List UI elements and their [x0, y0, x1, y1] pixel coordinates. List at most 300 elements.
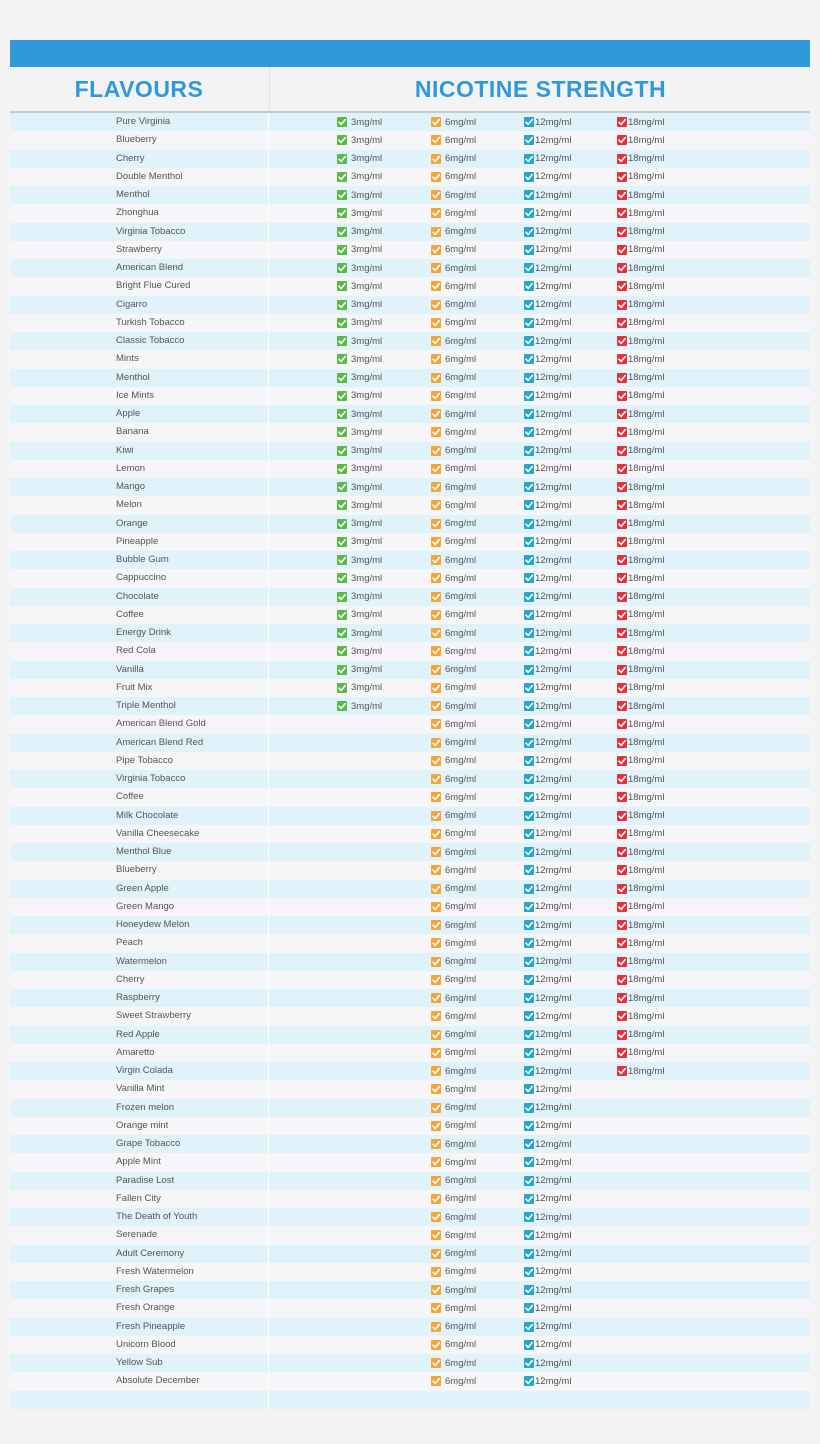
table-row	[10, 861, 810, 879]
strength-label: 6mg/ml	[445, 1010, 477, 1022]
table-row	[10, 1190, 810, 1208]
strength-6mg	[431, 752, 476, 770]
strength-12mg	[524, 1299, 571, 1317]
checkbox-checked-icon	[431, 829, 441, 839]
strength-6mg	[431, 241, 476, 259]
strength-label: 6mg/ml	[445, 426, 477, 438]
strength-label: 12mg/ml	[535, 591, 572, 603]
strength-label: 3mg/ml	[351, 353, 383, 365]
strength-label: 12mg/ml	[535, 1229, 572, 1241]
checkbox-checked-icon	[524, 500, 534, 510]
strength-12mg	[524, 661, 571, 679]
flavour-name: Red Cola	[116, 645, 156, 657]
strength-label: 18mg/ml	[628, 864, 665, 876]
strength-12mg	[524, 223, 571, 241]
flavour-name: Mango	[116, 481, 146, 492]
checkbox-checked-icon	[617, 683, 627, 693]
strength-3mg	[337, 697, 382, 715]
checkbox-checked-icon	[617, 519, 627, 529]
checkbox-checked-icon	[431, 938, 441, 948]
checkbox-checked-icon	[431, 847, 441, 857]
strength-3mg	[337, 679, 382, 697]
strength-6mg	[431, 624, 476, 642]
checkbox-checked-icon	[431, 610, 441, 620]
strength-label: 18mg/ml	[628, 919, 665, 931]
strength-3mg	[337, 642, 382, 660]
strength-label: 18mg/ml	[628, 207, 665, 219]
strength-label: 3mg/ml	[351, 572, 383, 584]
checkbox-checked-icon	[337, 300, 347, 310]
checkbox-checked-icon	[617, 610, 627, 620]
strength-3mg	[337, 515, 382, 533]
strength-label: 18mg/ml	[628, 755, 665, 767]
table-row	[10, 1117, 810, 1135]
strength-label: 12mg/ml	[535, 244, 572, 256]
checkbox-checked-icon	[524, 1121, 534, 1131]
table-row	[10, 1099, 810, 1117]
checkbox-checked-icon	[337, 464, 347, 474]
strength-6mg	[431, 405, 476, 423]
strength-label: 12mg/ml	[535, 280, 572, 292]
strength-label: 12mg/ml	[535, 901, 572, 913]
strength-6mg	[431, 1245, 476, 1263]
checkbox-checked-icon	[524, 373, 534, 383]
strength-6mg	[431, 186, 476, 204]
checkbox-checked-icon	[524, 865, 534, 875]
strength-label: 18mg/ml	[628, 773, 665, 785]
strength-label: 18mg/ml	[628, 153, 665, 165]
checkbox-checked-icon	[617, 227, 627, 237]
strength-label: 18mg/ml	[628, 317, 665, 329]
checkbox-checked-icon	[617, 774, 627, 784]
checkbox-checked-icon	[431, 300, 441, 310]
checkbox-checked-icon	[431, 774, 441, 784]
checkbox-checked-icon	[431, 208, 441, 218]
strength-6mg	[431, 715, 476, 733]
flavour-name: Amaretto	[116, 1046, 155, 1058]
checkbox-checked-icon	[431, 336, 441, 346]
strength-label: 12mg/ml	[535, 1102, 572, 1114]
strength-18mg	[617, 752, 664, 770]
strength-12mg	[524, 1153, 571, 1171]
strength-label: 12mg/ml	[535, 1010, 572, 1022]
strength-12mg	[524, 442, 571, 460]
strength-12mg	[524, 606, 571, 624]
strength-12mg	[524, 861, 571, 879]
strength-label: 12mg/ml	[535, 810, 572, 822]
flavour-name: Blueberry	[116, 134, 157, 146]
strength-label: 12mg/ml	[535, 1266, 572, 1278]
strength-label: 18mg/ml	[628, 718, 665, 730]
checkbox-checked-icon	[431, 1139, 441, 1149]
checkbox-checked-icon	[337, 500, 347, 510]
checkbox-checked-icon	[617, 391, 627, 401]
strength-12mg	[524, 1172, 571, 1190]
table-row	[10, 314, 810, 332]
strength-label: 12mg/ml	[535, 992, 572, 1004]
strength-3mg	[337, 442, 382, 460]
checkbox-checked-icon	[431, 391, 441, 401]
flavour-name: Milk Chocolate	[116, 809, 179, 821]
strength-label: 6mg/ml	[445, 189, 477, 201]
strength-label: 12mg/ml	[535, 353, 572, 365]
flavour-name: Unicorn Blood	[116, 1338, 176, 1350]
strength-6mg	[431, 861, 476, 879]
checkbox-checked-icon	[617, 938, 627, 948]
strength-label: 18mg/ml	[628, 664, 665, 676]
table-row	[10, 332, 810, 350]
strength-6mg	[431, 259, 476, 277]
strength-label: 3mg/ml	[351, 408, 383, 420]
flavour-name: Red Apple	[116, 1028, 160, 1040]
strength-label: 3mg/ml	[351, 262, 383, 274]
strength-label: 6mg/ml	[445, 116, 477, 128]
checkbox-checked-icon	[524, 1011, 534, 1021]
flavour-name: Pipe Tobacco	[116, 754, 173, 766]
strength-label: 18mg/ml	[628, 116, 665, 128]
strength-label: 6mg/ml	[445, 408, 477, 420]
checkbox-checked-icon	[617, 555, 627, 565]
checkbox-checked-icon	[617, 902, 627, 912]
strength-6mg	[431, 423, 476, 441]
strength-6mg	[431, 1208, 476, 1226]
checkbox-checked-icon	[431, 373, 441, 383]
strength-label: 12mg/ml	[535, 609, 572, 621]
strength-label: 6mg/ml	[445, 609, 477, 621]
checkbox-checked-icon	[431, 263, 441, 273]
strength-18mg	[617, 1062, 664, 1080]
strength-6mg	[431, 770, 476, 788]
checkbox-checked-icon	[524, 154, 534, 164]
strength-3mg	[337, 241, 382, 259]
checkbox-checked-icon	[617, 172, 627, 182]
strength-12mg	[524, 1062, 571, 1080]
checkbox-checked-icon	[431, 1285, 441, 1295]
strength-label: 6mg/ml	[445, 1138, 477, 1150]
strength-label: 3mg/ml	[351, 591, 383, 603]
strength-6mg	[431, 825, 476, 843]
checkbox-checked-icon	[431, 1358, 441, 1368]
flavour-name: Menthol	[116, 371, 150, 383]
strength-label: 6mg/ml	[445, 737, 477, 749]
strength-3mg	[337, 150, 382, 168]
checkbox-checked-icon	[431, 738, 441, 748]
checkbox-checked-icon	[524, 482, 534, 492]
strength-12mg	[524, 332, 571, 350]
checkbox-checked-icon	[431, 719, 441, 729]
strength-12mg	[524, 1135, 571, 1153]
table-row	[10, 1372, 810, 1390]
strength-6mg	[431, 588, 476, 606]
strength-label: 12mg/ml	[535, 426, 572, 438]
strength-label: 18mg/ml	[628, 280, 665, 292]
strength-label: 12mg/ml	[535, 828, 572, 840]
strength-label: 12mg/ml	[535, 1138, 572, 1150]
table-row	[10, 405, 810, 423]
strength-3mg	[337, 478, 382, 496]
strength-label: 18mg/ml	[628, 609, 665, 621]
table-row	[10, 569, 810, 587]
table-row	[10, 989, 810, 1007]
strength-label: 18mg/ml	[628, 846, 665, 858]
table-row	[10, 1044, 810, 1062]
strength-18mg	[617, 1044, 664, 1062]
table-row	[10, 204, 810, 222]
checkbox-checked-icon	[617, 154, 627, 164]
checkbox-checked-icon	[337, 646, 347, 656]
strength-12mg	[524, 1080, 571, 1098]
table-row	[10, 1153, 810, 1171]
strength-label: 6mg/ml	[445, 207, 477, 219]
flavour-name: Yellow Sub	[116, 1357, 163, 1368]
strength-label: 6mg/ml	[445, 755, 477, 767]
strength-label: 12mg/ml	[535, 299, 572, 311]
strength-12mg	[524, 825, 571, 843]
table-row	[10, 971, 810, 989]
strength-18mg	[617, 807, 664, 825]
flavour-name: Menthol	[116, 189, 150, 200]
checkbox-checked-icon	[337, 482, 347, 492]
strength-3mg	[337, 296, 382, 314]
strength-12mg	[524, 1226, 571, 1244]
flavour-name: Coffee	[116, 791, 144, 803]
flavour-name: Frozen melon	[116, 1101, 175, 1113]
table-row	[10, 679, 810, 697]
strength-label: 12mg/ml	[535, 1211, 572, 1223]
strength-label: 6mg/ml	[445, 463, 477, 475]
strength-label: 12mg/ml	[535, 226, 572, 238]
checkbox-checked-icon	[337, 336, 347, 346]
table-row	[10, 551, 810, 569]
strength-18mg	[617, 241, 664, 259]
table-row	[10, 752, 810, 770]
table-row	[10, 1026, 810, 1044]
strength-12mg	[524, 752, 571, 770]
strength-label: 6mg/ml	[445, 864, 477, 876]
table-header	[10, 67, 810, 113]
checkbox-checked-icon	[617, 884, 627, 894]
flavour-name: Peach	[116, 937, 143, 949]
strength-6mg	[431, 223, 476, 241]
strength-label: 12mg/ml	[535, 171, 572, 183]
checkbox-checked-icon	[524, 427, 534, 437]
flavour-name: Orange	[116, 517, 148, 529]
checkbox-checked-icon	[431, 646, 441, 656]
strength-18mg	[617, 861, 664, 879]
strength-18mg	[617, 825, 664, 843]
strength-18mg	[617, 551, 664, 569]
flavour-name: Vanilla	[116, 663, 144, 675]
strength-6mg	[431, 1263, 476, 1281]
table-row-empty	[10, 1391, 810, 1409]
strength-label: 6mg/ml	[445, 1375, 477, 1387]
table-row	[10, 1226, 810, 1244]
strength-label: 6mg/ml	[445, 1302, 477, 1314]
flavour-name: Sweet Strawberry	[116, 1010, 191, 1022]
strength-12mg	[524, 113, 571, 131]
checkbox-checked-icon	[431, 500, 441, 510]
flavour-name: Fresh Grapes	[116, 1284, 175, 1295]
table-row	[10, 259, 810, 277]
strength-label: 6mg/ml	[445, 1120, 477, 1132]
strength-label: 3mg/ml	[351, 317, 383, 329]
checkbox-checked-icon	[431, 245, 441, 255]
checkbox-checked-icon	[431, 1030, 441, 1040]
checkbox-checked-icon	[617, 993, 627, 1003]
checkbox-checked-icon	[524, 135, 534, 145]
strength-18mg	[617, 934, 664, 952]
strength-label: 6mg/ml	[445, 134, 477, 146]
checkbox-checked-icon	[617, 300, 627, 310]
strength-18mg	[617, 843, 664, 861]
checkbox-checked-icon	[617, 1066, 627, 1076]
strength-label: 6mg/ml	[445, 937, 477, 949]
flavour-name: Chocolate	[116, 590, 159, 602]
checkbox-checked-icon	[431, 902, 441, 912]
strength-label: 12mg/ml	[535, 1193, 572, 1205]
strength-6mg	[431, 1172, 476, 1190]
strength-label: 6mg/ml	[445, 591, 477, 603]
strength-label: 12mg/ml	[535, 536, 572, 548]
strength-label: 3mg/ml	[351, 134, 383, 146]
flavour-name: Cherry	[116, 973, 145, 985]
checkbox-checked-icon	[431, 1121, 441, 1131]
strength-12mg	[524, 496, 571, 514]
table-row	[10, 223, 810, 241]
strength-label: 12mg/ml	[535, 408, 572, 420]
strength-label: 6mg/ml	[445, 518, 477, 530]
checkbox-checked-icon	[431, 1322, 441, 1332]
strength-6mg	[431, 496, 476, 514]
flavour-name: Vanilla Mint	[116, 1083, 165, 1095]
strength-label: 18mg/ml	[628, 591, 665, 603]
checkbox-checked-icon	[524, 610, 534, 620]
strength-6mg	[431, 934, 476, 952]
strength-12mg	[524, 642, 571, 660]
checkbox-checked-icon	[524, 975, 534, 985]
strength-label: 18mg/ml	[628, 463, 665, 475]
strength-label: 18mg/ml	[628, 1047, 665, 1059]
strength-label: 6mg/ml	[445, 1047, 477, 1059]
checkbox-checked-icon	[337, 537, 347, 547]
strength-label: 12mg/ml	[535, 554, 572, 566]
flavour-name: Watermelon	[116, 955, 167, 967]
checkbox-checked-icon	[431, 172, 441, 182]
strength-label: 18mg/ml	[628, 408, 665, 420]
strength-18mg	[617, 679, 664, 697]
checkbox-checked-icon	[617, 135, 627, 145]
strength-18mg	[617, 788, 664, 806]
flavour-name: Fresh Watermelon	[116, 1265, 194, 1277]
strength-6mg	[431, 1117, 476, 1135]
strength-6mg	[431, 1226, 476, 1244]
strength-label: 6mg/ml	[445, 1357, 477, 1369]
strength-label: 12mg/ml	[535, 864, 572, 876]
strength-12mg	[524, 1336, 571, 1354]
flavour-name: Zhonghua	[116, 207, 159, 219]
strength-label: 18mg/ml	[628, 883, 665, 895]
strength-label: 6mg/ml	[445, 171, 477, 183]
strength-label: 6mg/ml	[445, 1029, 477, 1041]
table-row	[10, 807, 810, 825]
strength-6mg	[431, 953, 476, 971]
flavour-name: Adult Ceremony	[116, 1247, 185, 1259]
strength-3mg	[337, 569, 382, 587]
strength-6mg	[431, 296, 476, 314]
strength-12mg	[524, 131, 571, 149]
strength-6mg	[431, 1062, 476, 1080]
strength-3mg	[337, 661, 382, 679]
strength-label: 6mg/ml	[445, 244, 477, 256]
table-row	[10, 168, 810, 186]
strength-12mg	[524, 551, 571, 569]
strength-label: 12mg/ml	[535, 1175, 572, 1187]
checkbox-checked-icon	[524, 281, 534, 291]
strength-12mg	[524, 515, 571, 533]
strength-6mg	[431, 442, 476, 460]
table-row	[10, 113, 810, 131]
strength-label: 12mg/ml	[535, 445, 572, 457]
table-row	[10, 788, 810, 806]
strength-18mg	[617, 387, 664, 405]
flavour-name: Strawberry	[116, 243, 162, 255]
strength-3mg	[337, 423, 382, 441]
strength-label: 12mg/ml	[535, 207, 572, 219]
table-row	[10, 642, 810, 660]
checkbox-checked-icon	[337, 373, 347, 383]
flavour-name: Fresh Pineapple	[116, 1320, 186, 1332]
strength-label: 12mg/ml	[535, 1029, 572, 1041]
checkbox-checked-icon	[337, 117, 347, 127]
strength-18mg	[617, 186, 664, 204]
strength-label: 18mg/ml	[628, 700, 665, 712]
strength-label: 12mg/ml	[535, 846, 572, 858]
strength-label: 18mg/ml	[628, 481, 665, 493]
checkbox-checked-icon	[524, 117, 534, 127]
flavour-name: Virgin Colada	[116, 1065, 173, 1076]
strength-18mg	[617, 204, 664, 222]
checkbox-checked-icon	[431, 993, 441, 1003]
strength-label: 6mg/ml	[445, 499, 477, 511]
checkbox-checked-icon	[617, 811, 627, 821]
strength-3mg	[337, 496, 382, 514]
checkbox-checked-icon	[431, 190, 441, 200]
strength-18mg	[617, 259, 664, 277]
strength-label: 12mg/ml	[535, 262, 572, 274]
strength-12mg	[524, 788, 571, 806]
strength-label: 12mg/ml	[535, 372, 572, 384]
strength-label: 12mg/ml	[535, 737, 572, 749]
strength-12mg	[524, 533, 571, 551]
strength-label: 6mg/ml	[445, 956, 477, 968]
strength-label: 6mg/ml	[445, 992, 477, 1004]
strength-label: 12mg/ml	[535, 134, 572, 146]
flavour-name: Classic Tobacco	[116, 335, 185, 346]
table-row	[10, 843, 810, 861]
table-row	[10, 898, 810, 916]
strength-label: 18mg/ml	[628, 572, 665, 584]
flavour-name: Kiwi	[116, 444, 134, 456]
strength-label: 12mg/ml	[535, 317, 572, 329]
table-row	[10, 442, 810, 460]
strength-18mg	[617, 314, 664, 332]
checkbox-checked-icon	[524, 683, 534, 693]
checkbox-checked-icon	[524, 774, 534, 784]
table-row	[10, 916, 810, 934]
strength-label: 6mg/ml	[445, 791, 477, 803]
flavour-name: Pineapple	[116, 535, 159, 547]
checkbox-checked-icon	[617, 975, 627, 985]
